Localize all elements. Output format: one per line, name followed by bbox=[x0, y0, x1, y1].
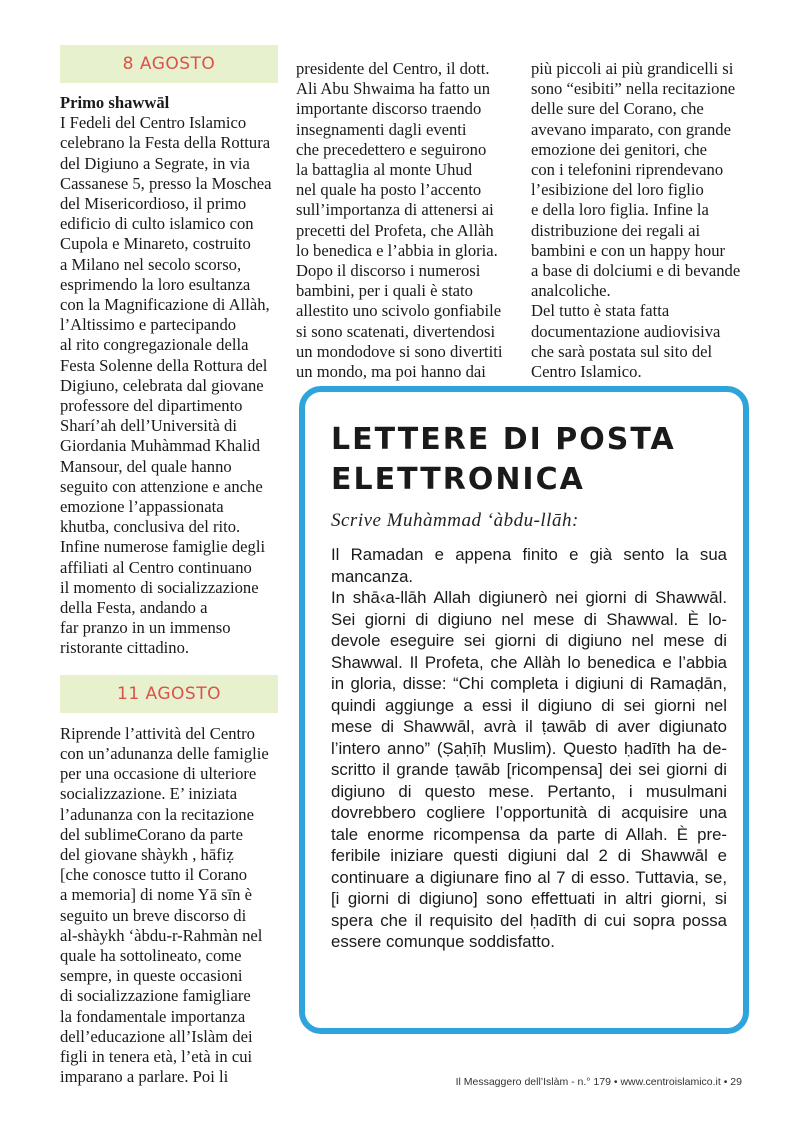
date-header-1-label: 8 AGOSTO bbox=[122, 53, 216, 74]
article-text-4: più piccoli ai più grandicelli si sono “esibiti” nella recitazione delle sure del Corano, che avevano imparato, con grande emozione dei genitori, che con i telefonini riprendevano l’esibizione del loro figlio e della loro figlia. Infine la distribuzione dei regali ai bambini e con un happy hour a base di dolciumi e di bevande analcoliche. Del tutto è stata fatta documentazione audiovisiva che sarà postata sul sito del Centro Islamico. bbox=[531, 59, 741, 382]
letter-box-title: LETTERE DI POSTA ELETTRONICA bbox=[331, 422, 676, 497]
letter-body: Il Ramadan e appena finito e già sento la sua mancanza. In shā‹a-llāh Allah digiunerò nei giorni di Shawwāl. Sei giorni di digiuno nel mese di Shawwal. È lo-devole eseguire sei giorni di digiuno nel mese di Shawwal. Il Profeta, che Allàh lo benedica e l’abbia in gloria, disse: “Chi completa i digiuni di Ramaḍān, quindi aggiunge a essi il digiuno di sei giorni nel mese di Shawwāl, avrà il ṭawāb di aver digiunato l’intero anno” (Ṣaḥīḥ Muslim). Questo ḥadīth ha de-scritto il grande ṭawāb [ricompensa] dei sei giorni di digiuno di questo mese. Pertanto, i musulmani dovrebbero cogliere l’opportunità di acquisire una tale enorme ricompensa da parte di Allah. È pre-feribile iniziare questi digiuni dal 2 di Shawwāl e continuare a digiunare fino al 7 di esso. Tuttavia, se, [i giorni di digiuno] sono effettuati in altri giorni, si spera che il requisito del ḥadīth di cui sopra possa essere comunque soddisfatto. bbox=[331, 545, 727, 951]
article-text-2: Riprende l’attività del Centro con un’adunanza delle famiglie per una occasione di ulteriore socializzazione. E’ iniziata l’adunanza con la recitazione del sublimeCorano da parte del giovane shàykh , hāfiẓ [che conosce tutto il Corano a memoria] di nome Yā sīn è seguito un breve discorso di al-shàykh ‘àbdu-r-Rahmàn nel quale ha sottolineato, come sempre, in queste occasioni di socializzazione famigliare la fondamentale importanza dell’educazione all’Islàm dei figli in tenera età, l’età in cui imparano a parlare. Poi li bbox=[60, 723, 269, 1087]
column-1 bbox=[60, 45, 282, 1087]
page-footer: Il Messaggero dell’Islàm - n.° 179 • www.centroislamico.it • 29 bbox=[455, 1076, 742, 1088]
date-header-2-label: 11 AGOSTO bbox=[117, 683, 221, 704]
date-header-2 bbox=[60, 675, 278, 713]
email-letters-box bbox=[299, 386, 749, 1034]
date-header-1 bbox=[60, 45, 278, 83]
article-text-1: I Fedeli del Centro Islamico celebrano la Festa della Rottura del Digiuno a Segrate, in via Cassanese 5, presso la Moschea del Misericordioso, il primo edificio di culto islamico con Cupola e Minareto, costruito a Milano nel secolo scorso, esprimendo la loro esultanza con la Magnificazione di Allàh, l’Altissimo e partecipando al rito congregazionale della Festa Solenne della Rottura del Digiuno, celebrata dal giovane professore del dipartimento Sharí’ah dell’Università di Giordania Muhàmmad Khalid Mansour, del quale hanno seguito con attenzione e anche emozione l’appassionata khutba, conclusiva del rito. Infine numerose famiglie degli affiliati al Centro continuano il momento di socializzazione della Festa, andando a far pranzo in un immenso ristorante cittadino. bbox=[60, 113, 272, 658]
column-2 bbox=[296, 59, 524, 382]
column-3 bbox=[531, 59, 771, 382]
section-subhead: Primo shawwāl bbox=[60, 93, 170, 112]
article-text-3: presidente del Centro, il dott. Ali Abu Shwaima ha fatto un importante discorso traendo insegnamenti dagli eventi che precedettero e seguirono la battaglia al monte Uhud nel quale ha posto l’accento sull’importanza di attenersi ai precetti del Profeta, che Allàh lo benedica e l’abbia in gloria. Dopo il discorso i numerosi bambini, per i quali è stato allestito uno scivolo gonfiabile si sono scatenati, divertendosi un mondodove si sono divertiti un mondo, ma poi hanno dai bbox=[296, 59, 503, 382]
letter-author: Scrive Muhàmmad ‘àbdu-llāh: bbox=[331, 510, 579, 531]
